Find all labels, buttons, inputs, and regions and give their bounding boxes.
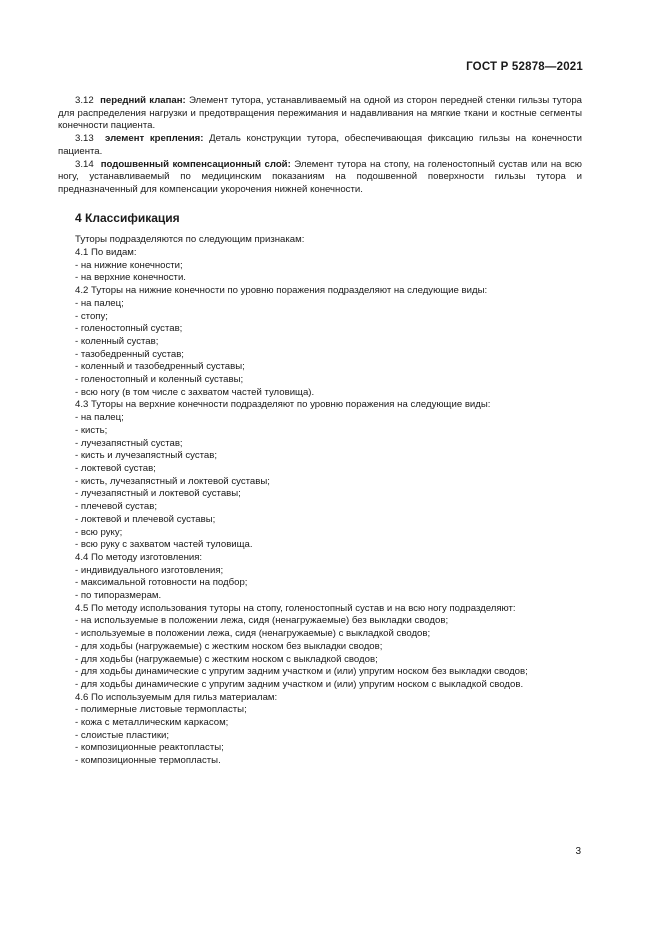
list-item: - голеностопный и коленный суставы; bbox=[75, 374, 244, 386]
list-item: - стопу; bbox=[75, 310, 108, 322]
list-item: - композиционные реактопласты; bbox=[75, 742, 224, 754]
section-heading: 4 Классификация bbox=[75, 210, 180, 225]
definition-text: Деталь конструкции тутора, обеспечивающая фиксацию гильзы на конечности пациента. bbox=[58, 133, 582, 157]
list-item: - локтевой и плечевой суставы; bbox=[75, 513, 216, 525]
list-item: - полимерные листовые термопласты; bbox=[75, 704, 247, 716]
definition-text: Элемент тутора на стопу, на голеностопный сустав или на всю ногу, устанавливаемый по медицинским показаниям на подошвенной поверхности гильзы тутора и предназначенный для компенсации укорочения нижней конечности. bbox=[58, 158, 582, 195]
list-item: - плечевой сустав; bbox=[75, 501, 158, 513]
list-item: - на нижние конечности; bbox=[75, 259, 183, 271]
definition-3-13 bbox=[58, 133, 582, 158]
list-item: - на верхние конечности. bbox=[75, 272, 186, 284]
definition-term: передний клапан: bbox=[100, 95, 186, 106]
definition-term: подошвенный компенсационный слой: bbox=[100, 158, 291, 170]
list-item: - лучезапястный и локтевой суставы; bbox=[75, 488, 241, 500]
standard-code: ГОСТ Р 52878—2021 bbox=[466, 61, 583, 73]
subsection-4-1-heading: 4.1 По видам: bbox=[75, 247, 137, 259]
list-item: - голеностопный сустав; bbox=[75, 323, 183, 335]
list-item: - кисть, лучезапястный и локтевой суставы; bbox=[75, 475, 270, 487]
list-item: - слоистые пластики; bbox=[75, 729, 170, 741]
list-item: - всю руку; bbox=[75, 526, 123, 538]
list-item: - для ходьбы динамические с упругим задним участком и (или) упругим носком с выкладкой сводов. bbox=[75, 678, 524, 690]
definition-3-12 bbox=[58, 95, 582, 133]
subsection-4-4-heading: 4.4 По методу изготовления: bbox=[75, 551, 203, 563]
list-item: - коленный сустав; bbox=[75, 335, 159, 347]
document-body bbox=[58, 95, 582, 768]
page-number: 3 bbox=[575, 846, 581, 857]
list-item: - максимальной готовности на подбор; bbox=[75, 577, 248, 589]
list-item: - для ходьбы (нагружаемые) с жестким носком без выкладки сводов; bbox=[75, 640, 383, 652]
definition-3-14 bbox=[58, 159, 582, 197]
definition-number: 3.13 bbox=[75, 133, 94, 145]
list-item: - на используемые в положении лежа, сидя (ненагружаемые) без выкладки сводов; bbox=[75, 615, 449, 627]
list-item: - для ходьбы динамические с упругим задним участком и (или) упругим носком без выкладки сводов; bbox=[75, 666, 528, 678]
definition-term: элемент крепления: bbox=[105, 133, 204, 145]
definition-number: 3.12 bbox=[75, 95, 94, 106]
list-item: - лучезапястный сустав; bbox=[75, 437, 183, 449]
subsection-4-5-heading: 4.5 По методу использования туторы на стопу, голеностопный сустав и на всю ногу подразделяют: bbox=[75, 602, 516, 614]
list-item: - используемые в положении лежа, сидя (ненагружаемые) с выкладкой сводов; bbox=[75, 628, 431, 640]
list-item: - кожа с металлическим каркасом; bbox=[75, 717, 229, 729]
list-item: - всю руку с захватом частей туловища. bbox=[75, 539, 253, 551]
list-item: - по типоразмерам. bbox=[75, 590, 162, 602]
list-item: - коленный и тазобедренный суставы; bbox=[75, 361, 245, 373]
list-item: - на палец; bbox=[75, 297, 124, 309]
definition-number: 3.14 bbox=[75, 158, 94, 170]
list-item: - тазобедренный сустав; bbox=[75, 348, 184, 360]
subsection-4-3-heading: 4.3 Туторы на верхние конечности подразделяют по уровню поражения на следующие виды: bbox=[75, 399, 491, 411]
subsection-4-6-heading: 4.6 По используемым для гильз материалам: bbox=[75, 691, 278, 703]
definition-text: Элемент тутора, устанавливаемый на одной из сторон передней стенки гильзы тутора для распределения нагрузки и предотвращения пережимания и надавливания на мягкие ткани и костные сегменты конечности пациента. bbox=[58, 95, 583, 132]
subsection-4-2-heading: 4.2 Туторы на нижние конечности по уровню поражения подразделяют на следующие виды: bbox=[75, 285, 488, 297]
list-item: - кисть и лучезапястный сустав; bbox=[75, 450, 218, 462]
list-item: - для ходьбы (нагружаемые) с жестким носком с выкладкой сводов; bbox=[75, 653, 378, 665]
list-item: - всю ногу (в том числе с захватом частей туловища). bbox=[75, 386, 315, 398]
list-item: - композиционные термопласты. bbox=[75, 755, 221, 767]
list-item: - индивидуального изготовления; bbox=[75, 564, 224, 576]
section-intro: Туторы подразделяются по следующим признакам: bbox=[75, 234, 305, 246]
list-item: - кисть; bbox=[75, 424, 108, 436]
list-item: - на палец; bbox=[75, 412, 124, 424]
list-item: - локтевой сустав; bbox=[75, 462, 156, 474]
